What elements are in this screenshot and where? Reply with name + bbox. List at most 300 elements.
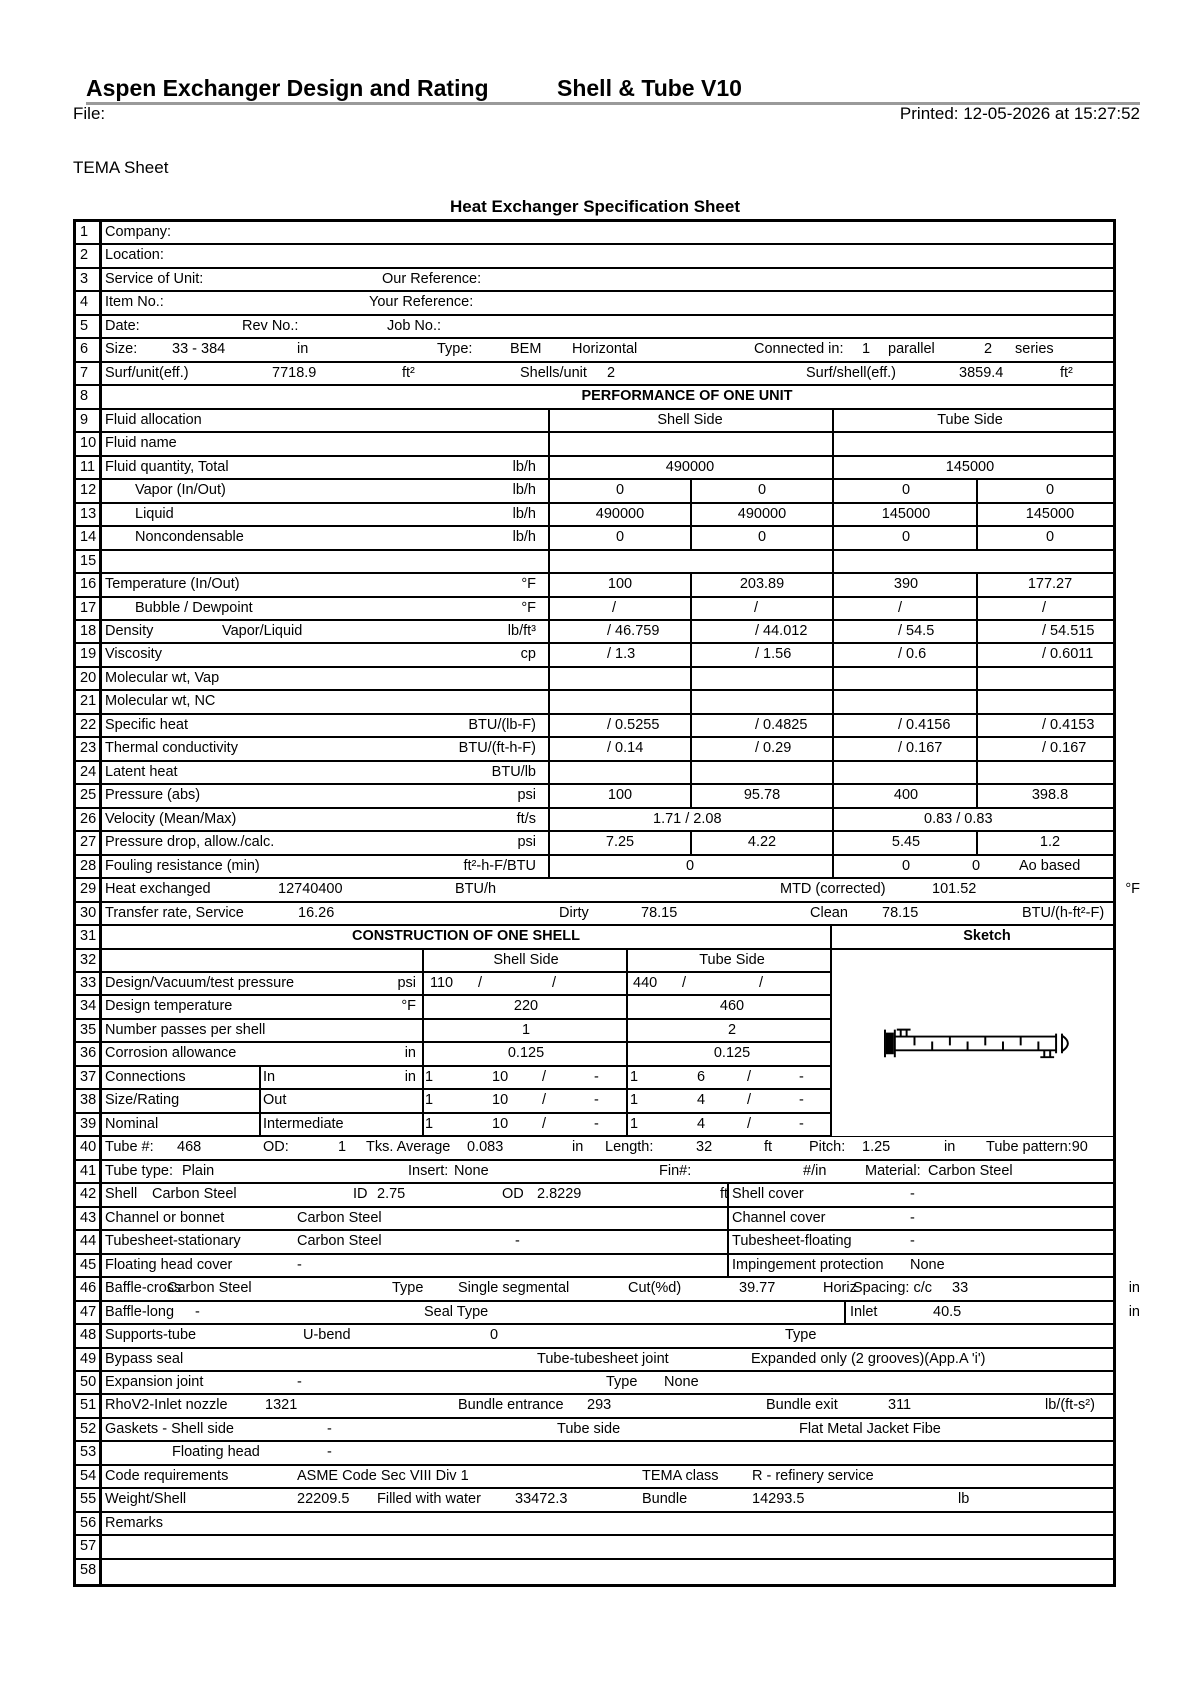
unit-label: ft²-h-F/BTU (463, 857, 536, 874)
section-heading: CONSTRUCTION OF ONE SHELL (352, 928, 580, 945)
cell-text: 39.77 (739, 1280, 776, 1297)
cell-text: Tubesheet-floating (732, 1233, 852, 1250)
cell-text: Temperature (In/Out) (105, 576, 240, 593)
cell-text: Type (392, 1280, 424, 1297)
cell-text: 78.15 (882, 904, 919, 921)
row-number: 36 (80, 1045, 97, 1062)
cell-text: Channel cover (732, 1209, 826, 1226)
cell-text: 12740400 (278, 881, 343, 898)
row-number: 46 (80, 1280, 97, 1297)
row-number: 57 (80, 1538, 97, 1555)
row-number: 49 (80, 1350, 97, 1367)
cell-divider (832, 784, 834, 808)
cell-divider (626, 995, 628, 1019)
cell-text: 2.75 (377, 1186, 406, 1203)
cell-text: 4 (697, 1115, 706, 1132)
row-number: 5 (80, 317, 89, 334)
cell-text: Filled with water (377, 1491, 481, 1508)
spec-row (76, 1184, 1113, 1207)
cell-value: 0 (1045, 482, 1055, 499)
cell-divider (976, 737, 978, 761)
spec-row (76, 809, 1113, 832)
row-number: 11 (80, 458, 96, 475)
cell-divider (690, 714, 692, 738)
cell-value: 220 (513, 998, 539, 1015)
cell-divider (976, 667, 978, 691)
cell-text: Weight/Shell (105, 1491, 187, 1508)
cell-text: Cut(%d) (628, 1280, 682, 1297)
cell-divider (976, 526, 978, 550)
cell-divider (727, 1230, 729, 1254)
cell-text: OD (502, 1186, 524, 1203)
cell-divider (832, 714, 834, 738)
cell-text: ft² (402, 364, 415, 381)
cell-value: 1 (521, 1021, 531, 1038)
cell-text: / (542, 1068, 547, 1085)
section-heading: Sketch (963, 928, 1011, 945)
cell-text: Ao based (1019, 857, 1081, 874)
row-number: 16 (80, 576, 97, 593)
printed-timestamp: Printed: 12-05-2026 at 15:27:52 (899, 104, 1140, 123)
sheet-title: Heat Exchanger Specification Sheet (449, 197, 741, 216)
cell-divider (422, 949, 424, 973)
unit-label: in (404, 1068, 416, 1085)
cell-text: Fluid quantity, Total (105, 458, 229, 475)
cell-text: Design temperature (105, 998, 233, 1015)
cell-text: / 46.759 (607, 622, 660, 639)
cell-text: / 1.56 (755, 646, 792, 663)
cell-divider (727, 1254, 729, 1278)
cell-text: / 0.14 (607, 740, 644, 757)
cell-divider (690, 573, 692, 597)
unit-label: lb/h (512, 505, 536, 522)
cell-text: - (799, 1068, 804, 1085)
row-number: 15 (80, 552, 97, 569)
cell-divider (422, 1066, 424, 1090)
product-title: Shell & Tube V10 (557, 75, 742, 101)
row-number: 48 (80, 1327, 97, 1344)
cell-text: Velocity (Mean/Max) (105, 810, 237, 827)
cell-text: / (552, 975, 557, 991)
cell-text: Number passes per shell (105, 1021, 266, 1038)
cell-text: - (910, 1209, 915, 1226)
unit-label: °F (521, 599, 536, 616)
spec-row (76, 457, 1113, 480)
cell-divider (548, 761, 550, 785)
cell-divider (690, 784, 692, 808)
cell-text: ASME Code Sec VIII Div 1 (297, 1467, 469, 1484)
cell-divider (832, 667, 834, 691)
cell-text: Corrosion allowance (105, 1045, 237, 1062)
row-number: 52 (80, 1420, 97, 1437)
cell-text: - (297, 1373, 302, 1390)
cell-divider (976, 620, 978, 644)
cell-value: 0.125 (713, 1045, 751, 1062)
cell-value: 203.89 (739, 576, 785, 593)
cell-value: 0 (757, 482, 767, 499)
cell-text: ID (353, 1186, 368, 1203)
cell-text: Thermal conductivity (105, 740, 238, 757)
cell-text: Connections (105, 1068, 186, 1085)
spec-row (76, 1442, 1113, 1465)
row-number: 40 (80, 1139, 97, 1156)
spec-row (76, 1419, 1113, 1442)
cell-text: Service of Unit: (105, 270, 204, 287)
row-number: 29 (80, 881, 97, 898)
cell-text: TEMA class (642, 1467, 719, 1484)
row-number: 43 (80, 1209, 97, 1226)
sheet-name: TEMA Sheet (73, 158, 169, 177)
cell-text: Material: (865, 1162, 921, 1179)
cell-divider (626, 1089, 628, 1113)
spec-row (76, 621, 1113, 644)
exchanger-sketch (832, 951, 1113, 1136)
cell-divider (976, 643, 978, 667)
cell-divider (832, 479, 834, 503)
row-number: 23 (80, 740, 97, 757)
cell-value: 145000 (1025, 505, 1075, 522)
cell-text: 32 (696, 1139, 713, 1156)
cell-divider (548, 597, 550, 621)
cell-text: Size/Rating (105, 1092, 180, 1109)
cell-divider (830, 925, 832, 949)
cell-text: / 0.6011 (1042, 646, 1094, 663)
cell-divider (626, 1113, 628, 1137)
cell-text: Fouling resistance (min) (105, 857, 260, 874)
cell-text: 1 (862, 341, 871, 358)
cell-text: Single segmental (458, 1280, 570, 1297)
cell-divider (422, 1089, 424, 1113)
cell-text: parallel (888, 341, 935, 358)
row-number: 3 (80, 270, 89, 287)
cell-text: - (594, 1068, 599, 1085)
cell-text: Baffle-cross (105, 1280, 182, 1297)
cell-text: Channel or bonnet (105, 1209, 225, 1226)
row-number: 17 (80, 599, 97, 616)
cell-divider (832, 409, 834, 433)
cell-divider (548, 620, 550, 644)
cell-text: Connected in: (754, 341, 844, 358)
cell-text: Surf/shell(eff.) (806, 364, 896, 381)
unit-label: lb/h (512, 529, 536, 546)
unit-label: °F (1125, 881, 1140, 898)
cell-divider (690, 761, 692, 785)
spec-row (76, 316, 1113, 339)
cell-divider (976, 761, 978, 785)
row-number: 25 (80, 787, 97, 804)
cell-divider (832, 855, 834, 879)
row-number: 34 (80, 998, 97, 1015)
unit-label: BTU/(lb-F) (468, 716, 536, 733)
spec-row (76, 480, 1113, 503)
cell-text: BTU/h (455, 881, 497, 898)
cell-value: 0.125 (507, 1045, 545, 1062)
cell-text: - (910, 1186, 915, 1203)
cell-value: 7.25 (605, 834, 635, 851)
exchanger-drawing (885, 1030, 1068, 1058)
row-number: 14 (80, 529, 97, 546)
cell-text: Intermediate (263, 1115, 344, 1132)
cell-text: Flat Metal Jacket Fibe (799, 1420, 941, 1437)
unit-label: lb/ft³ (507, 622, 536, 639)
cell-divider (690, 737, 692, 761)
cell-text: / 0.4825 (755, 716, 808, 733)
cell-text: Pressure (abs) (105, 787, 201, 804)
spec-row (76, 1278, 1140, 1301)
cell-text: - (910, 1233, 915, 1250)
cell-text: Fin#: (659, 1162, 692, 1179)
cell-text: / 54.5 (898, 622, 935, 639)
cell-divider (548, 409, 550, 433)
unit-label: BTU/(ft-h-F) (458, 740, 536, 757)
row-number: 27 (80, 834, 97, 851)
cell-divider (832, 432, 834, 456)
cell-text: Design/Vacuum/test pressure (105, 975, 295, 991)
cell-value: 0 (685, 857, 695, 874)
cell-text: MTD (corrected) (780, 881, 886, 898)
row-number: 7 (80, 364, 89, 381)
spec-row (76, 1466, 1113, 1489)
cell-text: Supports-tube (105, 1327, 197, 1344)
cell-divider (832, 573, 834, 597)
cell-text: 7718.9 (272, 364, 317, 381)
cell-text: OD: (263, 1139, 289, 1156)
cell-value: 0 (901, 529, 911, 546)
cell-text: Size: (105, 341, 138, 358)
cell-text: 110 (430, 975, 454, 991)
cell-value: 0 (615, 482, 625, 499)
spec-row (76, 1349, 1113, 1372)
spec-rows (76, 222, 1140, 1584)
spec-row (76, 339, 1113, 362)
cell-divider (626, 1019, 628, 1043)
channel-head (887, 1034, 893, 1054)
cell-text: Type: (437, 341, 473, 358)
spec-row (76, 1231, 1113, 1254)
cell-text: 22209.5 (297, 1491, 350, 1508)
row-number: 45 (80, 1256, 97, 1273)
cell-text: / (612, 599, 617, 616)
cell-text: Viscosity (105, 646, 162, 663)
cell-divider (832, 737, 834, 761)
cell-text: None (664, 1373, 699, 1390)
cell-divider (548, 456, 550, 480)
cell-text: Bundle (642, 1491, 688, 1508)
cell-text: - (297, 1256, 302, 1273)
cell-text: 293 (587, 1397, 612, 1414)
cell-text: 2 (984, 341, 993, 358)
cell-text: Code requirements (105, 1467, 229, 1484)
row-number: 37 (80, 1068, 97, 1085)
cell-divider (832, 808, 834, 832)
spec-sheet-table (73, 219, 1140, 1587)
cell-text: Remarks (105, 1514, 164, 1531)
cell-text: Nominal (105, 1115, 159, 1132)
cell-divider (976, 503, 978, 527)
cell-text: 311 (888, 1397, 912, 1414)
spec-row (76, 762, 1113, 785)
cell-divider (690, 690, 692, 714)
cell-value: 145000 (945, 458, 995, 475)
cell-value: 0 (901, 857, 911, 874)
spec-row (76, 245, 1113, 268)
cell-divider (976, 479, 978, 503)
spec-row (76, 1208, 1113, 1231)
cell-text: 0.083 (467, 1139, 504, 1156)
cell-text: series (1015, 341, 1054, 358)
cell-value: 390 (893, 576, 919, 593)
cell-text: / (759, 975, 764, 991)
cell-value: 1.2 (1039, 834, 1061, 851)
row-number: 19 (80, 646, 97, 663)
cell-text: 1 (630, 1092, 639, 1109)
cell-divider (626, 972, 628, 996)
cell-text: / (747, 1068, 752, 1085)
cell-divider (976, 831, 978, 855)
row-number: 28 (80, 857, 97, 874)
cell-text: 3859.4 (959, 364, 1004, 381)
cell-text: 10 (492, 1115, 509, 1132)
row-number: 12 (80, 482, 97, 499)
rear-head (1056, 1034, 1068, 1054)
cell-text: / (747, 1115, 752, 1132)
cell-text: lb/(ft-s²) (1045, 1397, 1095, 1414)
cell-divider (690, 643, 692, 667)
cell-divider (548, 503, 550, 527)
spec-row (76, 1325, 1113, 1348)
cell-text: Plain (182, 1162, 215, 1179)
spec-row (76, 879, 1140, 902)
row-number: 56 (80, 1514, 97, 1531)
cell-text: / 0.5255 (607, 716, 660, 733)
cell-value: 2 (727, 1021, 737, 1038)
cell-text: Job No.: (387, 317, 441, 334)
cell-text: - (327, 1444, 332, 1461)
cell-divider (548, 479, 550, 503)
cell-text: In (263, 1068, 276, 1085)
cell-divider (548, 784, 550, 808)
unit-label: °F (401, 998, 416, 1015)
cell-text: 1 (425, 1068, 434, 1085)
unit-label: psi (517, 787, 536, 804)
spec-row (76, 527, 1113, 550)
cell-text: / (754, 599, 759, 616)
cell-text: Tube side (557, 1420, 621, 1437)
unit-label: psi (517, 834, 536, 851)
app-title: Aspen Exchanger Design and Rating (86, 75, 489, 101)
cell-text: 33 - 384 (172, 341, 226, 358)
cell-text: Type (606, 1373, 638, 1390)
cell-text: Baffle-long (105, 1303, 175, 1320)
cell-text: / (747, 1092, 752, 1109)
cell-value: 490000 (595, 505, 645, 522)
row-number: 50 (80, 1373, 97, 1390)
row-number: 41 (80, 1162, 97, 1179)
spec-row (76, 1513, 1113, 1536)
cell-text: Heat exchanged (105, 881, 211, 898)
cell-text: - (799, 1115, 804, 1132)
row-number: 55 (80, 1491, 97, 1508)
cell-text: / (682, 975, 687, 991)
cell-text: - (594, 1092, 599, 1109)
cell-text: Molecular wt, Vap (105, 669, 220, 686)
cell-divider (422, 1113, 424, 1137)
cell-text: None (454, 1162, 489, 1179)
cell-text: Impingement protection (732, 1256, 884, 1273)
cell-divider (976, 597, 978, 621)
row-number: 1 (80, 224, 89, 240)
cell-value: 95.78 (743, 787, 781, 804)
cell-text: Tks. Average (366, 1139, 451, 1156)
cell-text: Date: (105, 317, 140, 334)
unit-label: in (1128, 1280, 1140, 1297)
unit-label: °F (521, 576, 536, 593)
cell-divider (626, 949, 628, 973)
cell-text: 2.8229 (537, 1186, 582, 1203)
cell-text: in (944, 1139, 956, 1156)
cell-text: Specific heat (105, 716, 189, 733)
row-number: 42 (80, 1186, 97, 1203)
spec-row (76, 691, 1113, 714)
spec-row (76, 856, 1113, 879)
cell-text: 468 (177, 1139, 202, 1156)
cell-text: Insert: (408, 1162, 449, 1179)
spec-row (76, 269, 1113, 292)
cell-text: ft (764, 1139, 773, 1156)
cell-value: 0 (1045, 529, 1055, 546)
cell-divider (976, 714, 978, 738)
cell-text: Tubesheet-stationary (105, 1233, 241, 1250)
spec-row (76, 1489, 1113, 1512)
spec-row (76, 433, 1113, 456)
spec-row (76, 363, 1113, 386)
cell-text: Bypass seal (105, 1350, 184, 1367)
cell-text: 4 (697, 1092, 706, 1109)
cell-text: 101.52 (932, 881, 977, 898)
spec-row (76, 386, 1113, 409)
cell-text: Transfer rate, Service (105, 904, 244, 921)
cell-text: Our Reference: (382, 270, 482, 287)
cell-divider (259, 1089, 261, 1113)
cell-text: Gaskets - Shell side (105, 1420, 234, 1437)
cell-text: R - refinery service (752, 1467, 874, 1484)
spec-row (76, 1372, 1113, 1395)
spec-row (76, 926, 1113, 949)
spec-row (76, 292, 1113, 315)
cell-value: 145000 (881, 505, 931, 522)
row-number: 47 (80, 1303, 97, 1320)
row-number: 6 (80, 341, 89, 358)
cell-text: / (542, 1092, 547, 1109)
row-number: 32 (80, 951, 97, 968)
spec-row (76, 598, 1113, 621)
row-number: 51 (80, 1397, 97, 1414)
spec-row (76, 551, 1113, 574)
cell-text: 2 (607, 364, 616, 381)
cell-divider (422, 1042, 424, 1066)
cell-text: Tube type: (105, 1162, 173, 1179)
cell-divider (832, 456, 834, 480)
cell-text: Shells/unit (520, 364, 587, 381)
spec-row (76, 1161, 1113, 1184)
cell-text: Horiz (823, 1280, 857, 1297)
cell-divider (548, 432, 550, 456)
cell-divider (422, 972, 424, 996)
cell-text: / 0.167 (1042, 740, 1087, 757)
cell-divider (690, 667, 692, 691)
cell-text: ft² (1060, 364, 1073, 381)
row-number: 2 (80, 247, 89, 264)
